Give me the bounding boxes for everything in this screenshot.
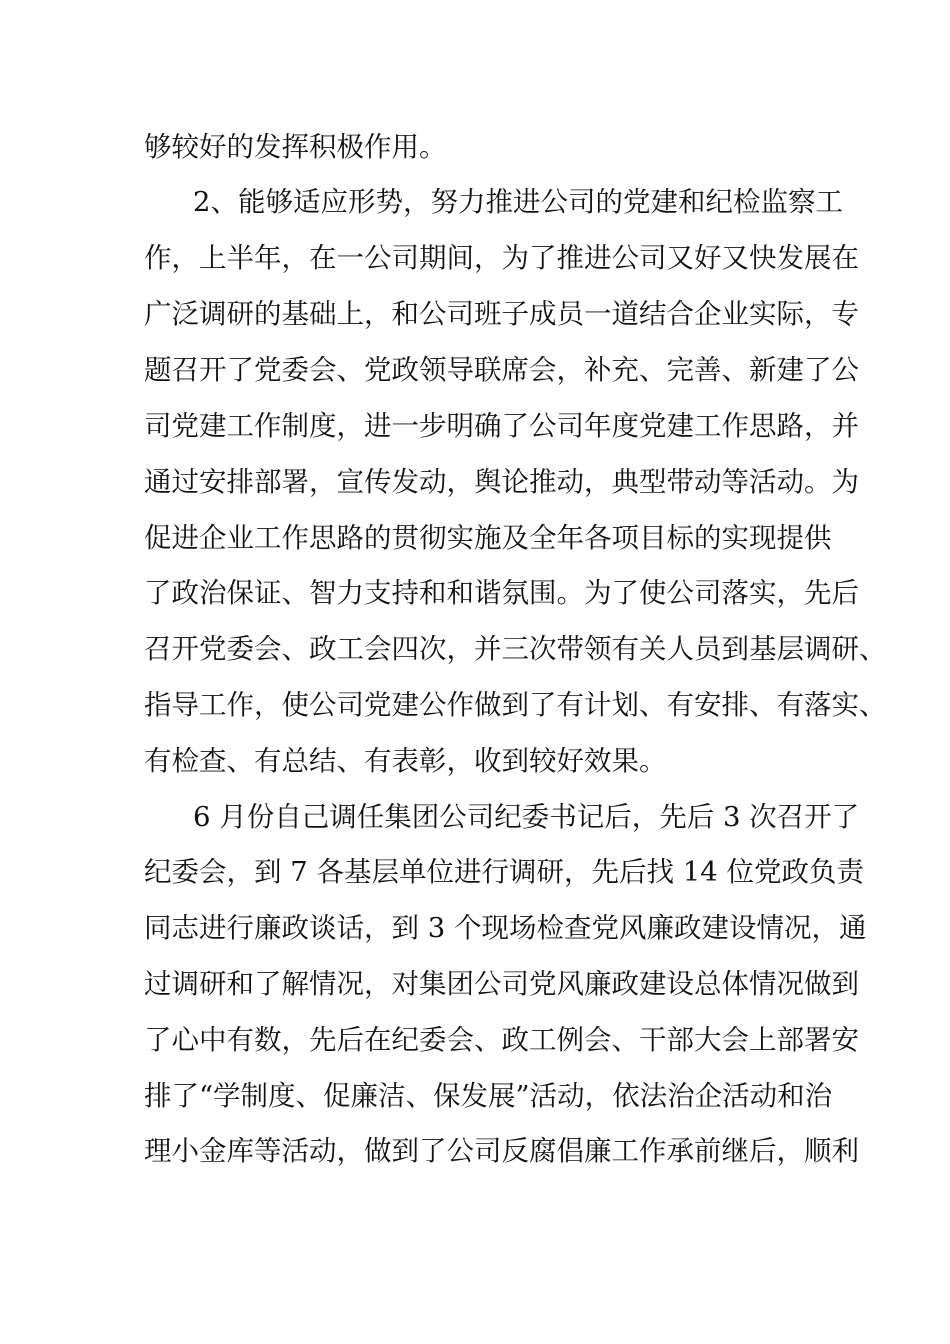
text-line: 广泛调研的基础上，和公司班子成员一道结合企业实际，专 xyxy=(144,298,859,330)
text-line: 指导工作，使公司党建公作做到了有计划、有安排、有落实、 xyxy=(144,689,887,721)
text-line: 排了“学制度、促廉洁、保发展”活动，依法治企活动和治 xyxy=(144,1080,833,1112)
text-line: 过调研和了解情况，对集团公司党风廉政建设总体情况做到 xyxy=(144,968,859,1000)
text-line: 通过安排部署，宣传发动，舆论推动，典型带动等活动。为 xyxy=(144,466,859,498)
text-line: 促进企业工作思路的贯彻实施及全年各项目标的实现提供 xyxy=(144,522,832,554)
paragraph-first-line: 6 月份自己调任集团公司纪委书记后，先后 3 次召开了 xyxy=(193,801,860,833)
text-line: 有检查、有总结、有表彰，收到较好效果。 xyxy=(144,745,667,777)
text-line: 够较好的发挥积极作用。 xyxy=(144,131,447,163)
text-line: 题召开了党委会、党政领导联席会，补充、完善、新建了公 xyxy=(144,354,859,386)
text-line: 了政治保证、智力支持和和谐氛围。为了使公司落实，先后 xyxy=(144,577,859,609)
paragraph-first-line: 2、能够适应形势，努力推进公司的党建和纪检监察工 xyxy=(193,186,843,218)
text-line: 召开党委会、政工会四次，并三次带领有关人员到基层调研、 xyxy=(144,633,887,665)
text-line: 同志进行廉政谈话，到 3 个现场检查党风廉政建设情况，通 xyxy=(144,912,867,944)
text-line: 作，上半年，在一公司期间，为了推进公司又好又快发展在 xyxy=(144,242,859,274)
text-line: 司党建工作制度，进一步明确了公司年度党建工作思路，并 xyxy=(144,410,859,442)
text-line: 了心中有数，先后在纪委会、政工例会、干部大会上部署安 xyxy=(144,1024,859,1056)
text-line: 理小金库等活动，做到了公司反腐倡廉工作承前继后，顺利 xyxy=(144,1135,859,1167)
text-line: 纪委会，到 7 各基层单位进行调研，先后找 14 位党政负责 xyxy=(144,856,864,888)
